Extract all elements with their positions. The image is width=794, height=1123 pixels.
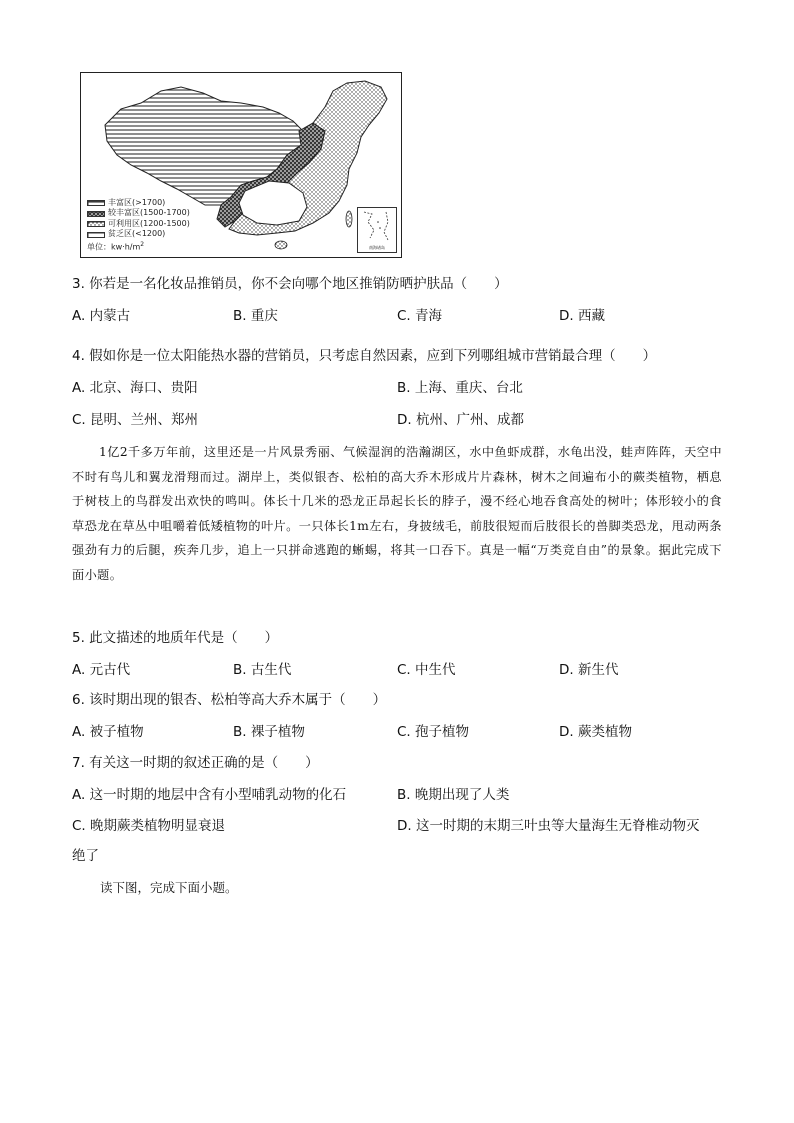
q6-option-d: D. 蕨类植物 — [559, 724, 632, 740]
q7-stem: 7. 有关这一时期的叙述正确的是（ ） — [72, 755, 319, 771]
map-legend — [87, 198, 190, 253]
legend-label: 可利用区(1200-1500) — [108, 218, 190, 228]
hainan-island — [275, 241, 287, 249]
q3-stem: 3. 你若是一名化妆品推销员，你不会向哪个地区推销防晒护肤品（ ） — [72, 276, 508, 292]
unit-sup: 2 — [140, 240, 145, 248]
q3-option-d: D. 西藏 — [559, 308, 605, 324]
inset-label: 南海诸岛 — [369, 245, 385, 250]
q5-option-d: D. 新生代 — [559, 662, 619, 678]
q3-option-b: B. 重庆 — [233, 308, 278, 324]
reading-passage — [72, 440, 722, 588]
instruction-text: 读下图，完成下面小题。 — [100, 880, 238, 895]
q4-option-b: B. 上海、重庆、台北 — [397, 380, 523, 396]
q5-stem: 5. 此文描述的地质年代是（ ） — [72, 630, 279, 646]
legend-item — [87, 208, 190, 219]
q5-option-a: A. 元古代 — [72, 662, 131, 678]
south-china-sea-inset — [357, 207, 397, 253]
legend-label: 较丰富区(1500-1700) — [108, 208, 190, 218]
q7-option-c: C. 晚期蕨类植物明显衰退 — [72, 818, 226, 834]
legend-item — [87, 219, 190, 230]
q6-option-b: B. 裸子植物 — [233, 724, 305, 740]
legend-label: 丰富区(>1700) — [108, 197, 166, 207]
q7-option-a: A. 这一时期的地层中含有小型哺乳动物的化石 — [72, 787, 347, 803]
legend-item — [87, 198, 190, 209]
legend-swatch — [87, 232, 105, 238]
q4-option-c: C. 昆明、兰州、郑州 — [72, 412, 199, 428]
q7-option-d-continued: 绝了 — [72, 848, 99, 864]
q5-option-b: B. 古生代 — [233, 662, 292, 678]
unit-text: 单位：kw·h/m — [87, 242, 141, 252]
inset-graphic — [358, 208, 394, 244]
q4-option-a: A. 北京、海口、贵阳 — [72, 380, 198, 396]
q4-stem: 4. 假如你是一位太阳能热水器的营销员，只考虑自然因素，应到下列哪组城市营销最合理（ ） — [72, 348, 657, 364]
q5-option-c: C. 中生代 — [397, 662, 456, 678]
legend-swatch — [87, 211, 105, 217]
legend-swatch — [87, 200, 105, 206]
legend-label: 贫乏区(<1200) — [108, 229, 166, 239]
q6-option-c: C. 孢子植物 — [397, 724, 470, 740]
taiwan-island — [346, 211, 352, 227]
q7-option-d: D. 这一时期的末期三叶虫等大量海生无脊椎动物灭 — [397, 818, 700, 834]
legend-swatch — [87, 221, 105, 227]
q6-stem: 6. 该时期出现的银杏、松柏等高大乔木属于（ ） — [72, 692, 387, 708]
map-unit — [87, 240, 190, 253]
legend-item — [87, 229, 190, 240]
q6-option-a: A. 被子植物 — [72, 724, 144, 740]
passage-text: 1亿2千多万年前，这里还是一片风景秀丽、气候湿润的浩瀚湖区，水中鱼虾成群，水龟出没，蛙声阵阵，天空中不时有鸟儿和翼龙滑翔而过。湖岸上，类似银杏、松柏的高大乔木形成片片森林，树木之间遍布小的蕨类植物，栖息于树枝上的鸟群发出欢快的鸣叫。体长十几米的恐龙正昂起长长的脖子，漫不经心地吞食高处的树叶；体形较小的食草恐龙在草丛中咀嚼着低矮植物的叶片。一只体长1m左右，身披绒毛，前肢很短而后肢很长的兽脚类恐龙，甩动两条强劲有力的后腿，疾奔几步，追上一只拼命逃跑的蜥蜴，将其一口吞下。真是一幅“万类竞自由”的景象。据此完成下面小题。 — [72, 445, 722, 582]
q3-option-a: A. 内蒙古 — [72, 308, 131, 324]
q7-option-b: B. 晚期出现了人类 — [397, 787, 510, 803]
solar-energy-map — [80, 72, 402, 258]
q4-option-d: D. 杭州、广州、成都 — [397, 412, 524, 428]
q3-option-c: C. 青海 — [397, 308, 443, 324]
